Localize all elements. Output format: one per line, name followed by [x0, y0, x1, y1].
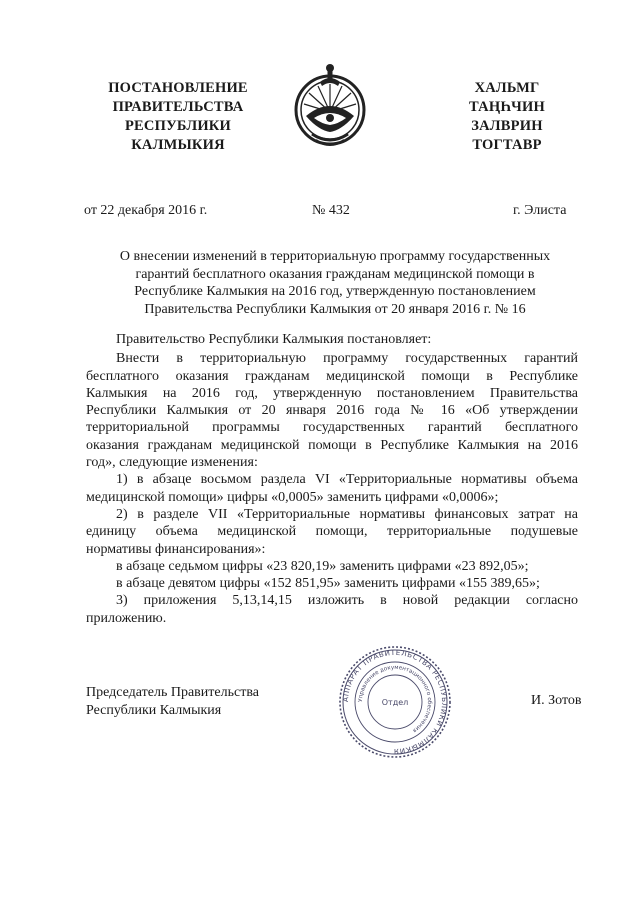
header-left-line: РЕСПУБЛИКИ	[124, 118, 232, 134]
title-line: О внесении изменений в территориальную программу государственных	[119, 249, 551, 264]
header-left-title	[78, 79, 278, 155]
signatory-position-line: Председатель Правительства	[86, 685, 259, 700]
item-1-line: 1) в абзаце восьмом раздела VI «Территориальные нормативы объема	[116, 472, 578, 488]
body-line: Республики Калмыкия от 20 января 2016 года № 16 «Об утверждении	[86, 403, 578, 419]
item-2a: в абзаце седьмом цифры «23 820,19» заменить цифрами «23 892,05»;	[116, 558, 529, 574]
header-left-line: ПОСТАНОВЛЕНИЕ	[108, 80, 248, 96]
body-line: бесплатного оказания гражданам медицинской помощи в Республике	[86, 368, 578, 384]
header-right-title	[422, 79, 592, 155]
item-3-line: 3) приложения 5,13,14,15 изложить в новой редакции согласно	[116, 593, 578, 609]
signatory-position-line: Республики Калмыкия	[86, 702, 222, 718]
title-line: Правительства Республики Калмыкия от 20 января 2016 г. № 16	[144, 301, 526, 317]
item-2-line: 2) в разделе VII «Территориальные нормативы финансовых затрат на	[116, 506, 578, 522]
title-line: гарантий бесплатного оказания гражданам медицинской помощи в	[135, 266, 535, 282]
item-2b: в абзаце девятом цифры «152 851,95» заменить цифрами «155 389,65»;	[116, 576, 540, 592]
coat-of-arms-emblem	[292, 60, 368, 152]
document-title	[100, 248, 570, 318]
stamp-center-text: Отдел	[381, 698, 409, 707]
stamp-inner-text: Управление документационного обеспечения	[357, 664, 433, 734]
header-right-line: ТАҢҺЧИН	[469, 99, 545, 115]
item-2-line: единицу объема медицинской помощи, территориальные подушевые	[86, 524, 578, 540]
item-3-line: приложению.	[86, 610, 167, 626]
body-line: год», следующие изменения:	[86, 455, 258, 471]
header-right-line: ТОГТАВР	[472, 137, 542, 153]
item-2-line: нормативы финансирования»:	[86, 541, 266, 557]
header-left-line: ПРАВИТЕЛЬСТВА	[112, 99, 244, 115]
item-1-line: медицинской помощи» цифры «0,0005» заменить цифрами «0,0006»;	[86, 489, 499, 505]
title-line: Республике Калмыкия на 2016 год, утвержденную постановлением	[134, 284, 536, 299]
document-number: № 432	[312, 203, 350, 218]
stamp-outer-text: АППАРАТ ПРАВИТЕЛЬСТВА РЕСПУБЛИКИ КАЛМЫКИЯ	[340, 647, 450, 757]
signatory-position	[86, 684, 259, 719]
body-line: Внести в территориальную программу государственных гарантий	[116, 351, 578, 367]
document-city: г. Элиста	[513, 203, 567, 218]
document-body	[86, 331, 578, 627]
header-left-line: КАЛМЫКИЯ	[131, 137, 225, 153]
document-date: от 22 декабря 2016 г.	[84, 203, 208, 218]
body-line: территориальной программы государственных гарантий бесплатного	[86, 420, 578, 436]
body-line: оказания гражданам медицинской помощи в Республике Калмыкия на 2016	[86, 437, 578, 453]
official-stamp	[338, 645, 452, 759]
body-line: Калмыкия на 2016 год, утвержденную постановлением Правительства	[86, 385, 578, 401]
signatory-name: И. Зотов	[531, 693, 582, 708]
header-right-line: ЗАЛВРИН	[471, 118, 543, 134]
header-right-line: ХАЛЬМГ	[474, 80, 540, 96]
preamble: Правительство Республики Калмыкия постановляет:	[116, 332, 432, 347]
